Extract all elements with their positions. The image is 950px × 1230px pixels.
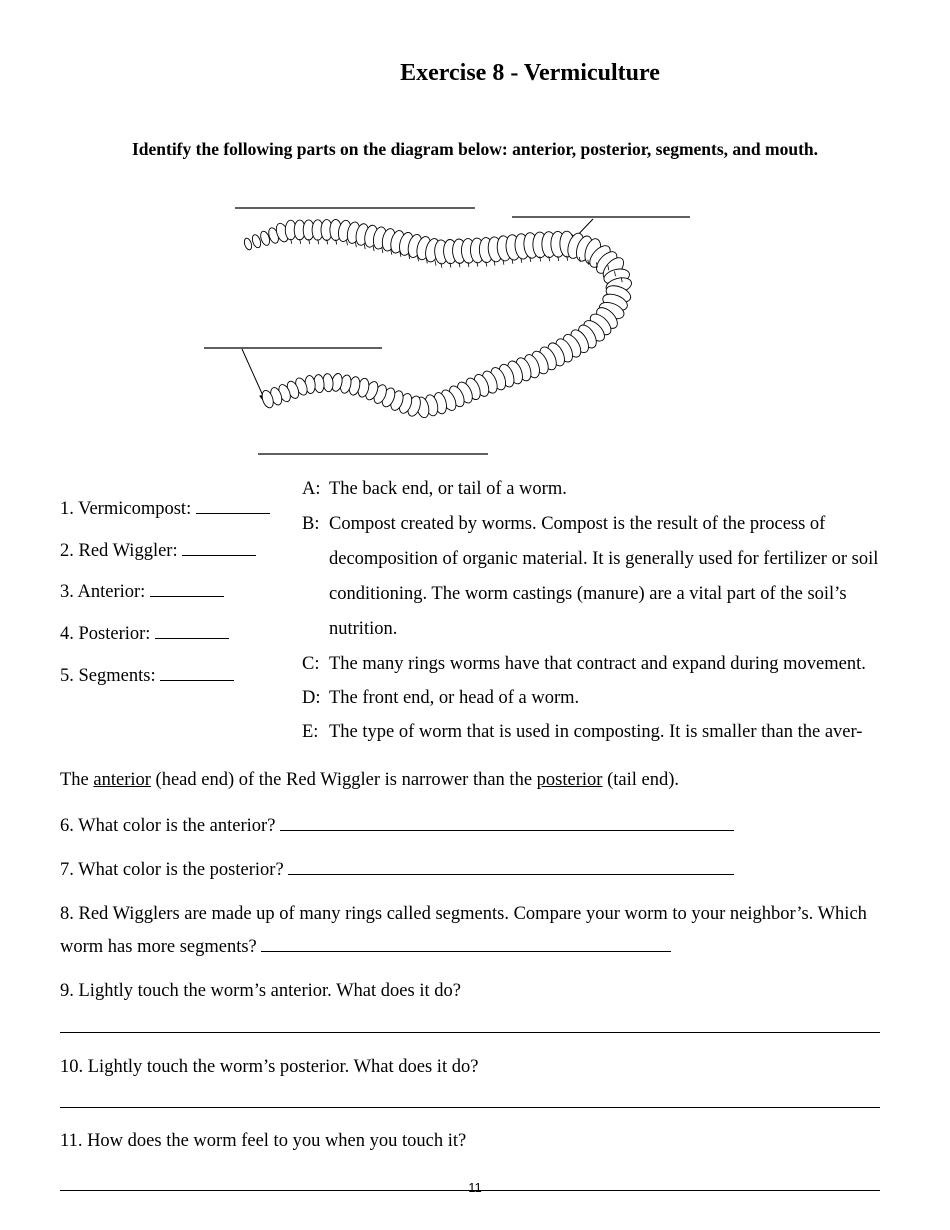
answer-blank[interactable] — [150, 581, 224, 597]
definition-d: D: The front end, or head of a worm. — [302, 688, 580, 708]
question-9: 9. Lightly touch the worm’s anterior. What does it do? — [60, 981, 461, 1001]
worm-body — [243, 219, 633, 419]
worm-bristle — [347, 240, 348, 245]
term-posterior: 4. Posterior: — [60, 623, 229, 645]
worm-bristle — [373, 246, 374, 251]
answer-line-10[interactable] — [60, 1107, 880, 1108]
question-10: 10. Lightly touch the worm’s posterior. What does it do? — [60, 1057, 479, 1077]
worm-diagram — [190, 190, 710, 470]
term-anterior: 3. Anterior: — [60, 581, 224, 603]
answer-blank[interactable] — [160, 665, 234, 681]
instruction-text: Identify the following parts on the diagram below: anterior, posterior, segments, and mouth. — [131, 139, 819, 159]
answer-blank[interactable] — [155, 623, 229, 639]
worm-bristle — [435, 261, 436, 266]
definition-a: A: The back end, or tail of a worm. — [302, 479, 567, 499]
worm-bristle — [364, 244, 365, 249]
worm-segment — [243, 237, 253, 250]
definition-c: C: The many rings worms have that contract and expand during movement. — [302, 654, 866, 674]
answer-blank[interactable] — [261, 936, 671, 952]
answer-blank[interactable] — [280, 815, 734, 831]
page-title: Exercise 8 - Vermiculture — [400, 60, 660, 86]
definition-b-line-2: decomposition of organic material. It is generally used for fertilizer or soil — [329, 549, 879, 569]
question-6: 6. What color is the anterior? — [60, 815, 734, 837]
answer-blank[interactable] — [288, 859, 734, 875]
term-segments: 5. Segments: — [60, 665, 234, 687]
answer-line-9[interactable] — [60, 1032, 880, 1033]
definition-b: B: Compost created by worms. Compost is the result of the process of — [302, 514, 826, 534]
definition-b-line-3: conditioning. The worm castings (manure) are a vital part of the soil’s — [329, 584, 847, 604]
worm-bristle — [355, 242, 356, 247]
worm-bristle — [382, 248, 383, 253]
term-red-wiggler: 2. Red Wiggler: — [60, 540, 256, 562]
page-number: 11 — [468, 1180, 482, 1195]
anterior-posterior-statement: The anterior (head end) of the Red Wiggler is narrower than the posterior (tail end). — [60, 770, 679, 790]
answer-blank[interactable] — [182, 540, 256, 556]
question-8: 8. Red Wigglers are made up of many rings called segments. Compare your worm to your neighbor’s. Which — [60, 904, 867, 924]
answer-blank[interactable] — [196, 498, 270, 514]
question-11: 11. How does the worm feel to you when you touch it? — [60, 1131, 467, 1151]
question-7: 7. What color is the posterior? — [60, 859, 734, 881]
definition-e: E: The type of worm that is used in composting. It is smaller than the aver- — [302, 722, 863, 742]
definition-b-line-4: nutrition. — [329, 619, 398, 639]
term-vermicompost: 1. Vermicompost: — [60, 498, 270, 520]
question-8-line-2: worm has more segments? — [60, 936, 671, 958]
